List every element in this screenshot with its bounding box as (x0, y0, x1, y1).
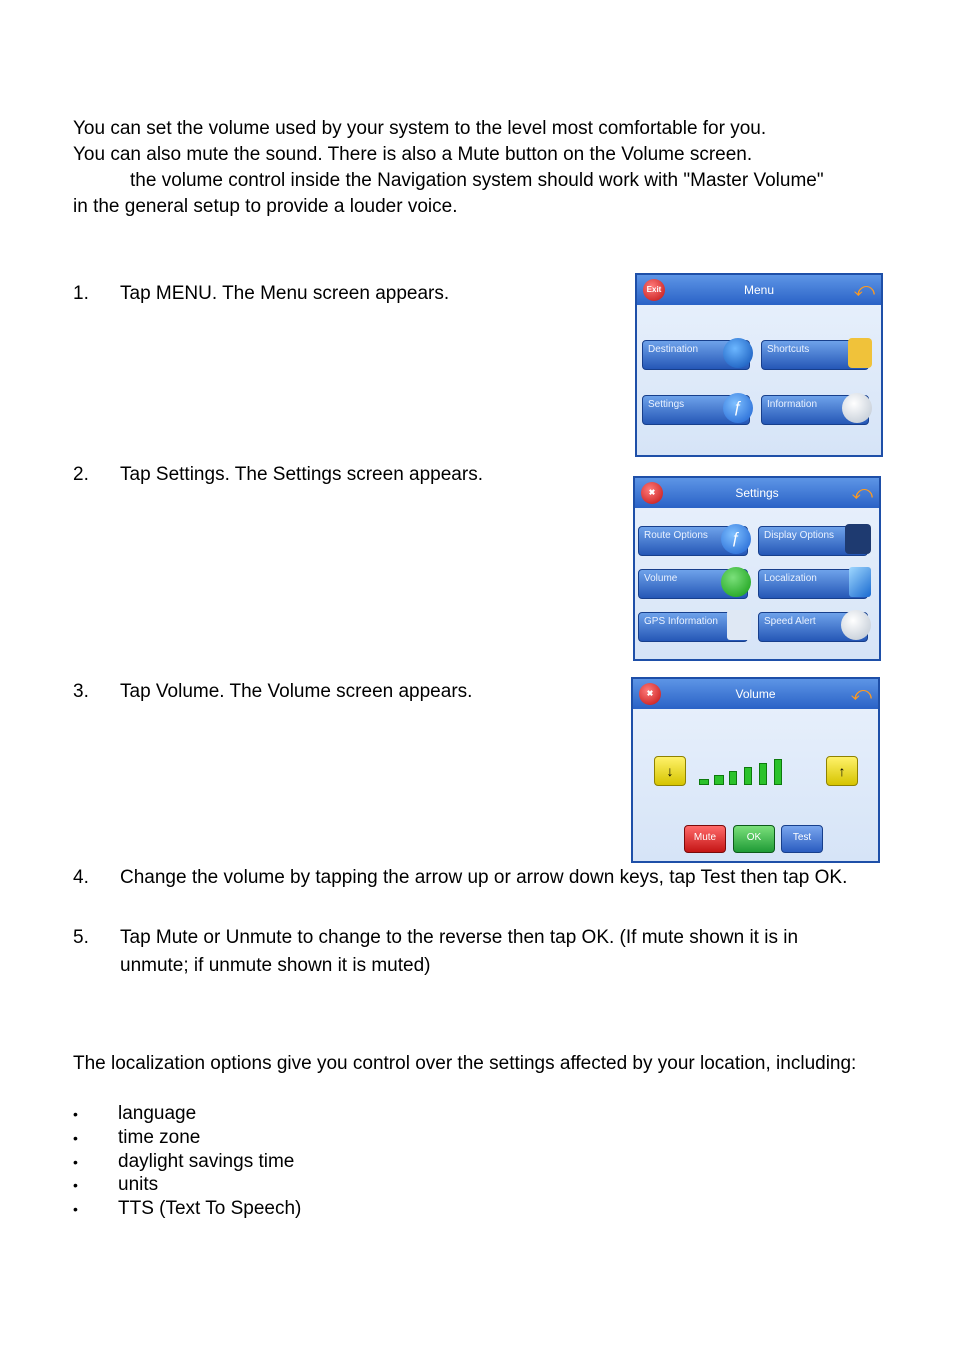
button-label: Settings (648, 399, 685, 410)
car-icon (842, 393, 872, 423)
bullet-icon: • (73, 1177, 78, 1193)
bullet-text: language (118, 1103, 197, 1124)
menu-header (637, 275, 881, 305)
intro-line-4: in the general setup to provide a louder voice. (73, 196, 458, 217)
shortcuts-icon (848, 338, 872, 368)
step-text: Tap Mute or Unmute to change to the reverse then tap OK. (If mute shown it is in unmute; if unmute shown it is muted) (120, 927, 799, 976)
volume-level-bar (729, 771, 737, 785)
bullet-icon: • (73, 1201, 78, 1217)
button-label: Route Options (644, 530, 708, 541)
step-number: 3. (73, 681, 89, 702)
volume-up-button[interactable]: ↑ (826, 756, 858, 786)
step-text: Tap Settings. The Settings screen appears. (120, 464, 483, 485)
ok-button[interactable]: OK (733, 825, 775, 853)
shortcuts-button[interactable] (761, 340, 869, 370)
settings-screen (633, 476, 881, 661)
close-icon[interactable]: ✖ (641, 482, 663, 504)
button-label: Localization (764, 573, 817, 584)
button-label: Display Options (764, 530, 835, 541)
bullet-icon: • (73, 1154, 78, 1170)
destination-button[interactable] (642, 340, 750, 370)
bullet-icon: • (73, 1106, 78, 1122)
route-options-button[interactable] (638, 526, 748, 556)
volume-level-bar (744, 767, 752, 785)
intro-line-2: You can also mute the sound. There is also a Mute button on the Volume screen. (73, 144, 753, 165)
bullet-icon: • (73, 1130, 78, 1146)
menu-screen (635, 273, 883, 457)
button-label: Speed Alert (764, 616, 816, 627)
volume-level-bar (714, 775, 724, 785)
step-text: Tap Volume. The Volume screen appears. (120, 681, 473, 702)
volume-level-bar (759, 763, 767, 785)
document-icon (727, 610, 751, 640)
step-text: Change the volume by tapping the arrow up or arrow down keys, tap Test then tap OK. (120, 867, 848, 888)
gps-information-button[interactable] (638, 612, 748, 642)
back-arrow-icon[interactable]: ⤺ (850, 683, 872, 705)
speed-alert-button[interactable] (758, 612, 868, 642)
back-arrow-icon[interactable]: ⤺ (851, 482, 873, 504)
settings-header (635, 478, 879, 508)
localization-button[interactable] (758, 569, 868, 599)
step-number: 4. (73, 867, 89, 888)
monitor-icon (845, 524, 871, 554)
volume-title: Volume (735, 687, 776, 701)
button-label: Information (767, 399, 818, 410)
settings-title: Settings (735, 486, 779, 500)
exit-button[interactable]: Exit (643, 279, 665, 301)
bullet-text: units (118, 1174, 159, 1195)
intro-line-3: the volume control inside the Navigation system should work with "Master Volume" (130, 170, 824, 191)
back-arrow-icon[interactable]: ⤺ (853, 279, 875, 301)
mute-button[interactable]: Mute (684, 825, 726, 853)
menu-title: Menu (743, 283, 775, 297)
step-number: 5. (73, 927, 89, 948)
bullet-text: daylight savings time (118, 1151, 295, 1172)
route-icon: ƒ (721, 524, 751, 554)
volume-bars-icon (721, 567, 751, 597)
volume-down-button[interactable]: ↓ (654, 756, 686, 786)
volume-level-bar (699, 779, 709, 785)
display-options-button[interactable] (758, 526, 868, 556)
bullet-text: TTS (Text To Speech) (118, 1198, 302, 1219)
button-label: GPS Information (644, 616, 718, 627)
close-icon[interactable]: ✖ (639, 683, 661, 705)
step-number: 1. (73, 283, 89, 304)
settings-button[interactable] (642, 395, 750, 425)
button-label: Destination (648, 344, 699, 355)
test-button[interactable]: Test (781, 825, 823, 853)
localization-intro: The localization options give you control over the settings affected by your location, including: (73, 1053, 857, 1074)
information-button[interactable] (761, 395, 869, 425)
step-number: 2. (73, 464, 89, 485)
volume-header (633, 679, 878, 709)
step-text: Tap MENU. The Menu screen appears. (120, 283, 450, 304)
volume-screen (631, 677, 880, 863)
bullet-text: time zone (118, 1127, 201, 1148)
volume-button[interactable] (638, 569, 748, 599)
volume-level-bar (774, 759, 782, 785)
globe-icon (723, 338, 753, 368)
intro-line-1: You can set the volume used by your system to the level most comfortable for you. (73, 118, 767, 139)
button-label: Volume (644, 573, 678, 584)
car-icon (841, 610, 871, 640)
flag-icon (849, 567, 871, 597)
button-label: Shortcuts (767, 344, 810, 355)
settings-icon: ƒ (723, 393, 753, 423)
